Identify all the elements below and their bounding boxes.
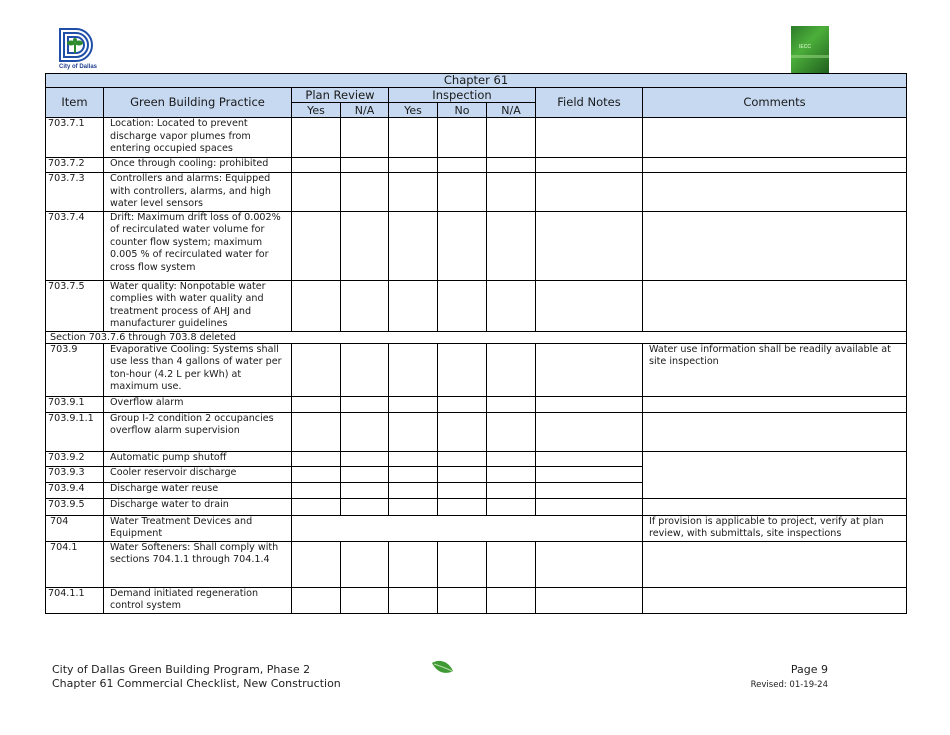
merged-check-cells[interactable]	[292, 515, 643, 541]
inspection-no-cell[interactable]	[438, 587, 487, 613]
col-comments-header: Comments	[643, 88, 907, 118]
plan-review-yes-cell[interactable]	[292, 396, 341, 412]
practice-text: Discharge water to drain	[104, 498, 292, 515]
table-row	[46, 173, 907, 212]
inspection-no-cell[interactable]	[438, 211, 487, 280]
field-notes-cell[interactable]	[536, 211, 643, 280]
city-of-dallas-logo	[54, 26, 102, 74]
inspection-no-cell[interactable]	[438, 541, 487, 587]
col-practice-header: Green Building Practice	[104, 88, 292, 118]
col-item-header: Item	[46, 88, 104, 118]
inspection-yes-cell[interactable]	[389, 280, 438, 331]
col-field-notes-header: Field Notes	[536, 88, 643, 118]
col-plan-review-yes: Yes	[292, 103, 341, 118]
item-code: 703.9.5	[46, 498, 104, 515]
item-code: 703.9.4	[46, 482, 104, 498]
practice-text: Group I-2 condition 2 occupancies overflow alarm supervision	[104, 412, 292, 451]
inspection-yes-cell[interactable]	[389, 498, 438, 515]
col-plan-review-header: Plan Review	[292, 88, 389, 103]
checklist-table	[45, 73, 907, 614]
comments-cell[interactable]	[643, 173, 907, 212]
practice-text: Cooler reservoir discharge	[104, 466, 292, 482]
plan-review-na-cell[interactable]	[341, 587, 389, 613]
practice-text: Discharge water reuse	[104, 482, 292, 498]
practice-text: Water Treatment Devices and Equipment	[104, 515, 292, 541]
inspection-yes-cell[interactable]	[389, 541, 438, 587]
field-notes-cell[interactable]	[536, 173, 643, 212]
table-row	[46, 587, 907, 613]
field-notes-cell[interactable]	[536, 280, 643, 331]
footer-page-info	[700, 663, 828, 691]
inspection-no-cell[interactable]	[438, 158, 487, 173]
inspection-no-cell[interactable]	[438, 466, 487, 482]
item-code: 703.7.1	[46, 118, 104, 158]
field-notes-cell[interactable]	[536, 541, 643, 587]
practice-text: Water quality: Nonpotable water complies with water quality and treatment process of AHJ and manufacturer guidelines	[104, 280, 292, 331]
plan-review-na-cell[interactable]	[341, 451, 389, 466]
practice-text: Evaporative Cooling: Systems shall use less than 4 gallons of water per ton-hour (4.2 L per kWh) at maximum use.	[104, 343, 292, 396]
inspection-na-cell[interactable]	[487, 498, 536, 515]
inspection-yes-cell[interactable]	[389, 173, 438, 212]
table-row	[46, 396, 907, 412]
revision-date: Revised: 01-19-24	[750, 680, 828, 690]
inspection-no-cell[interactable]	[438, 412, 487, 451]
inspection-yes-cell[interactable]	[389, 412, 438, 451]
plan-review-na-cell[interactable]	[341, 412, 389, 451]
section-row	[46, 331, 907, 343]
inspection-na-cell[interactable]	[487, 211, 536, 280]
inspection-na-cell[interactable]	[487, 541, 536, 587]
inspection-yes-cell[interactable]	[389, 158, 438, 173]
item-code: 703.9.1	[46, 396, 104, 412]
plan-review-yes-cell[interactable]	[292, 482, 341, 498]
plan-review-yes-cell[interactable]	[292, 280, 341, 331]
table-row	[46, 343, 907, 396]
plan-review-na-cell[interactable]	[341, 396, 389, 412]
inspection-yes-cell[interactable]	[389, 451, 438, 466]
plan-review-na-cell[interactable]	[341, 118, 389, 158]
footer-program-info	[52, 663, 341, 691]
inspection-yes-cell[interactable]	[389, 396, 438, 412]
inspection-yes-cell[interactable]	[389, 211, 438, 280]
inspection-yes-cell[interactable]	[389, 343, 438, 396]
field-notes-cell[interactable]	[536, 412, 643, 451]
practice-text: Once through cooling: prohibited	[104, 158, 292, 173]
inspection-no-cell[interactable]	[438, 118, 487, 158]
comments-cell[interactable]	[643, 396, 907, 412]
plan-review-na-cell[interactable]	[341, 541, 389, 587]
inspection-no-cell[interactable]	[438, 451, 487, 466]
field-notes-cell[interactable]	[536, 158, 643, 173]
plan-review-na-cell[interactable]	[341, 173, 389, 212]
plan-review-na-cell[interactable]	[341, 343, 389, 396]
plan-review-na-cell[interactable]	[341, 498, 389, 515]
plan-review-na-cell[interactable]	[341, 482, 389, 498]
comments-cell[interactable]	[643, 412, 907, 451]
plan-review-na-cell[interactable]	[341, 280, 389, 331]
plan-review-yes-cell[interactable]	[292, 158, 341, 173]
table-row	[46, 541, 907, 587]
plan-review-yes-cell[interactable]	[292, 211, 341, 280]
inspection-na-cell[interactable]	[487, 173, 536, 212]
inspection-na-cell[interactable]	[487, 396, 536, 412]
field-notes-cell[interactable]	[536, 482, 643, 498]
plan-review-yes-cell[interactable]	[292, 498, 341, 515]
field-notes-cell[interactable]	[536, 466, 643, 482]
chapter-title: Chapter 61	[46, 74, 907, 88]
comments-cell[interactable]	[643, 158, 907, 173]
inspection-na-cell[interactable]	[487, 158, 536, 173]
col-inspection-yes: Yes	[389, 103, 438, 118]
field-notes-cell[interactable]	[536, 396, 643, 412]
item-code: 703.9.3	[46, 466, 104, 482]
inspection-yes-cell[interactable]	[389, 482, 438, 498]
comments-cell[interactable]: Water use information shall be readily available at site inspection	[643, 343, 907, 396]
field-notes-cell[interactable]	[536, 451, 643, 466]
comments-cell[interactable]	[643, 280, 907, 331]
field-notes-cell[interactable]	[536, 343, 643, 396]
item-code: 703.9	[46, 343, 104, 396]
section-deleted-note: Section 703.7.6 through 703.8 deleted	[46, 331, 907, 343]
comments-cell[interactable]	[643, 211, 907, 280]
inspection-yes-cell[interactable]	[389, 587, 438, 613]
inspection-na-cell[interactable]	[487, 451, 536, 466]
table-row	[46, 451, 907, 466]
item-code: 703.7.2	[46, 158, 104, 173]
inspection-na-cell[interactable]	[487, 587, 536, 613]
field-notes-cell[interactable]	[536, 587, 643, 613]
iecc-logo-text: IECC	[799, 44, 811, 50]
table-row	[46, 515, 907, 541]
table-row	[46, 498, 907, 515]
comments-cell[interactable]	[643, 118, 907, 158]
item-code: 704.1.1	[46, 587, 104, 613]
table-row	[46, 118, 907, 158]
footer-program-line: City of Dallas Green Building Program, Phase 2	[52, 663, 311, 676]
table-row	[46, 211, 907, 280]
practice-text: Overflow alarm	[104, 396, 292, 412]
item-code: 704	[46, 515, 104, 541]
logo-caption: City of Dallas	[58, 64, 97, 70]
item-code: 703.9.2	[46, 451, 104, 466]
inspection-yes-cell[interactable]	[389, 466, 438, 482]
inspection-no-cell[interactable]	[438, 280, 487, 331]
inspection-yes-cell[interactable]	[389, 118, 438, 158]
plan-review-yes-cell[interactable]	[292, 343, 341, 396]
table-row	[46, 412, 907, 451]
green-leaf-icon	[430, 657, 456, 677]
comments-cell[interactable]	[643, 587, 907, 613]
plan-review-na-cell[interactable]	[341, 158, 389, 173]
comments-cell[interactable]: If provision is applicable to project, verify at plan review, with submittals, site inspections	[643, 515, 907, 541]
plan-review-yes-cell[interactable]	[292, 466, 341, 482]
comments-cell-merged[interactable]	[643, 451, 907, 498]
table-row	[46, 280, 907, 331]
practice-text: Controllers and alarms: Equipped with controllers, alarms, and high water level sensors	[104, 173, 292, 212]
item-code: 703.7.3	[46, 173, 104, 212]
col-inspection-na: N/A	[487, 103, 536, 118]
plan-review-yes-cell[interactable]	[292, 587, 341, 613]
plan-review-na-cell[interactable]	[341, 466, 389, 482]
col-inspection-no: No	[438, 103, 487, 118]
field-notes-cell[interactable]	[536, 498, 643, 515]
item-code: 703.7.5	[46, 280, 104, 331]
plan-review-na-cell[interactable]	[341, 211, 389, 280]
dallas-d-logo-icon	[54, 26, 102, 64]
inspection-na-cell[interactable]	[487, 343, 536, 396]
footer-checklist-line: Chapter 61 Commercial Checklist, New Construction	[52, 677, 341, 690]
practice-text: Location: Located to prevent discharge vapor plumes from entering occupied spaces	[104, 118, 292, 158]
plan-review-yes-cell[interactable]	[292, 451, 341, 466]
inspection-no-cell[interactable]	[438, 343, 487, 396]
plan-review-yes-cell[interactable]	[292, 118, 341, 158]
inspection-na-cell[interactable]	[487, 482, 536, 498]
col-inspection-header: Inspection	[389, 88, 536, 103]
item-code: 704.1	[46, 541, 104, 587]
logo-stripe	[791, 55, 829, 58]
plan-review-yes-cell[interactable]	[292, 541, 341, 587]
inspection-na-cell[interactable]	[487, 118, 536, 158]
practice-text: Drift: Maximum drift loss of 0.002% of recirculated water volume for counter flow system; maximum 0.005 % of recirculated water for cross flow system	[104, 211, 292, 280]
col-plan-review-na: N/A	[341, 103, 389, 118]
practice-text: Water Softeners: Shall comply with sections 704.1.1 through 704.1.4	[104, 541, 292, 587]
inspection-na-cell[interactable]	[487, 280, 536, 331]
comments-cell[interactable]	[643, 498, 907, 515]
item-code: 703.9.1.1	[46, 412, 104, 451]
field-notes-cell[interactable]	[536, 118, 643, 158]
plan-review-yes-cell[interactable]	[292, 412, 341, 451]
inspection-no-cell[interactable]	[438, 498, 487, 515]
plan-review-yes-cell[interactable]	[292, 173, 341, 212]
inspection-na-cell[interactable]	[487, 412, 536, 451]
inspection-no-cell[interactable]	[438, 173, 487, 212]
practice-text: Demand initiated regeneration control system	[104, 587, 292, 613]
page-number: Page 9	[790, 663, 828, 676]
inspection-no-cell[interactable]	[438, 396, 487, 412]
iecc-code-book-logo	[791, 26, 829, 73]
inspection-na-cell[interactable]	[487, 466, 536, 482]
inspection-no-cell[interactable]	[438, 482, 487, 498]
comments-cell[interactable]	[643, 541, 907, 587]
item-code: 703.7.4	[46, 211, 104, 280]
practice-text: Automatic pump shutoff	[104, 451, 292, 466]
table-row	[46, 158, 907, 173]
